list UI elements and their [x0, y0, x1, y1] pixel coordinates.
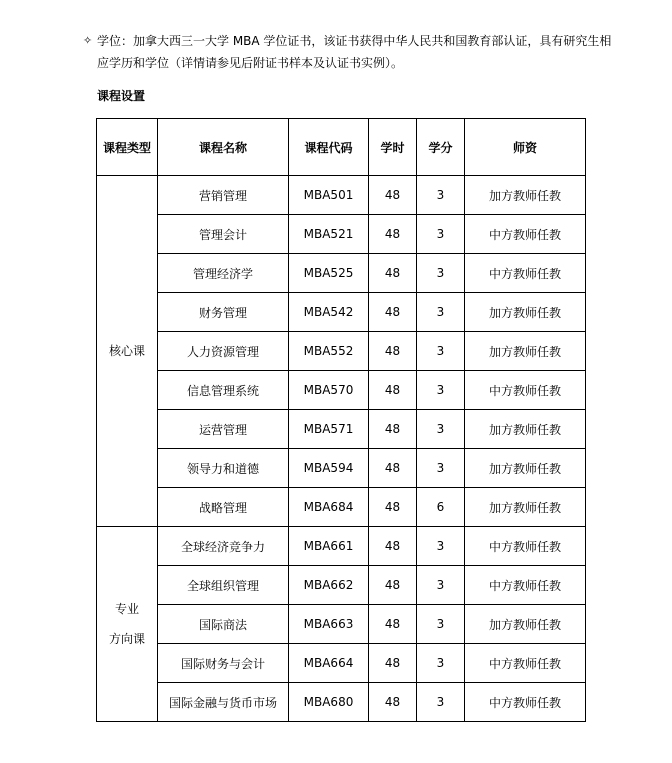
credits-cell: 3	[417, 332, 465, 371]
table-row	[97, 566, 586, 605]
faculty-cell: 加方教师任教	[465, 293, 586, 332]
table-row	[97, 332, 586, 371]
course-name-cell: 管理会计	[158, 215, 289, 254]
table-row	[97, 176, 586, 215]
course-table	[96, 118, 586, 722]
credits-cell: 3	[417, 566, 465, 605]
table-row	[97, 605, 586, 644]
faculty-cell: 中方教师任教	[465, 254, 586, 293]
course-name-cell: 管理经济学	[158, 254, 289, 293]
credits-cell: 3	[417, 176, 465, 215]
course-code-cell: MBA661	[289, 527, 369, 566]
course-name-cell: 领导力和道德	[158, 449, 289, 488]
course-code-cell: MBA521	[289, 215, 369, 254]
course-code-cell: MBA571	[289, 410, 369, 449]
hours-cell: 48	[369, 332, 417, 371]
course-name-cell: 信息管理系统	[158, 371, 289, 410]
credits-cell: 3	[417, 644, 465, 683]
faculty-cell: 加方教师任教	[465, 605, 586, 644]
hours-cell: 48	[369, 527, 417, 566]
table-body	[97, 176, 586, 722]
intro-line-2: 应学历和学位（详情请参见后附证书样本及认证书实例）。	[97, 56, 404, 70]
faculty-cell: 中方教师任教	[465, 215, 586, 254]
faculty-cell: 加方教师任教	[465, 488, 586, 527]
table-row	[97, 254, 586, 293]
faculty-cell: 加方教师任教	[465, 176, 586, 215]
faculty-cell: 加方教师任教	[465, 410, 586, 449]
hours-cell: 48	[369, 254, 417, 293]
table-row	[97, 410, 586, 449]
course-code-cell: MBA570	[289, 371, 369, 410]
table-row	[97, 644, 586, 683]
credits-cell: 3	[417, 215, 465, 254]
faculty-cell: 加方教师任教	[465, 332, 586, 371]
header-course-code: 课程代码	[289, 119, 369, 176]
course-code-cell: MBA662	[289, 566, 369, 605]
course-name-cell: 人力资源管理	[158, 332, 289, 371]
course-name-cell: 全球组织管理	[158, 566, 289, 605]
table-row	[97, 371, 586, 410]
course-code-cell: MBA664	[289, 644, 369, 683]
header-course-name: 课程名称	[158, 119, 289, 176]
course-type-label: 核心课	[108, 344, 145, 358]
table-row	[97, 527, 586, 566]
faculty-cell: 中方教师任教	[465, 527, 586, 566]
header-faculty: 师资	[465, 119, 586, 176]
hours-cell: 48	[369, 176, 417, 215]
course-code-cell: MBA552	[289, 332, 369, 371]
course-type-cell	[97, 527, 158, 722]
course-type-label: 方向课	[108, 632, 145, 646]
faculty-cell: 中方教师任教	[465, 371, 586, 410]
header-credits: 学分	[417, 119, 465, 176]
hours-cell: 48	[369, 644, 417, 683]
hours-cell: 48	[369, 566, 417, 605]
faculty-cell: 中方教师任教	[465, 566, 586, 605]
faculty-cell: 中方教师任教	[465, 683, 586, 722]
course-name-cell: 运营管理	[158, 410, 289, 449]
credits-cell: 6	[417, 488, 465, 527]
course-name-cell: 营销管理	[158, 176, 289, 215]
credits-cell: 3	[417, 254, 465, 293]
course-code-cell: MBA501	[289, 176, 369, 215]
course-code-cell: MBA525	[289, 254, 369, 293]
course-name-cell: 国际财务与会计	[158, 644, 289, 683]
course-name-cell: 国际金融与货币市场	[158, 683, 289, 722]
intro-paragraph	[83, 30, 637, 74]
course-code-cell: MBA663	[289, 605, 369, 644]
course-code-cell: MBA684	[289, 488, 369, 527]
table-row	[97, 293, 586, 332]
table-row	[97, 449, 586, 488]
table-row	[97, 488, 586, 527]
hours-cell: 48	[369, 410, 417, 449]
table-row	[97, 215, 586, 254]
hours-cell: 48	[369, 488, 417, 527]
hours-cell: 48	[369, 449, 417, 488]
credits-cell: 3	[417, 527, 465, 566]
credits-cell: 3	[417, 449, 465, 488]
table-row	[97, 683, 586, 722]
course-code-cell: MBA680	[289, 683, 369, 722]
course-name-cell: 全球经济竞争力	[158, 527, 289, 566]
faculty-cell: 加方教师任教	[465, 449, 586, 488]
hours-cell: 48	[369, 683, 417, 722]
credits-cell: 3	[417, 293, 465, 332]
intro-line-1: 学位：加拿大西三一大学 MBA 学位证书，该证书获得中华人民共和国教育部认证，具有研究生相	[97, 34, 612, 48]
course-name-cell: 国际商法	[158, 605, 289, 644]
hours-cell: 48	[369, 605, 417, 644]
course-type-label: 专业	[114, 602, 139, 616]
hours-cell: 48	[369, 293, 417, 332]
faculty-cell: 中方教师任教	[465, 644, 586, 683]
credits-cell: 3	[417, 683, 465, 722]
course-type-cell	[97, 176, 158, 527]
hours-cell: 48	[369, 371, 417, 410]
course-name-cell: 战略管理	[158, 488, 289, 527]
credits-cell: 3	[417, 371, 465, 410]
header-hours: 学时	[369, 119, 417, 176]
course-code-cell: MBA594	[289, 449, 369, 488]
credits-cell: 3	[417, 605, 465, 644]
course-code-cell: MBA542	[289, 293, 369, 332]
course-name-cell: 财务管理	[158, 293, 289, 332]
header-course-type: 课程类型	[97, 119, 158, 176]
diamond-bullet-icon: ✧	[83, 34, 93, 47]
section-title: 课程设置	[97, 89, 146, 103]
table-header-row	[97, 119, 586, 176]
hours-cell: 48	[369, 215, 417, 254]
credits-cell: 3	[417, 410, 465, 449]
